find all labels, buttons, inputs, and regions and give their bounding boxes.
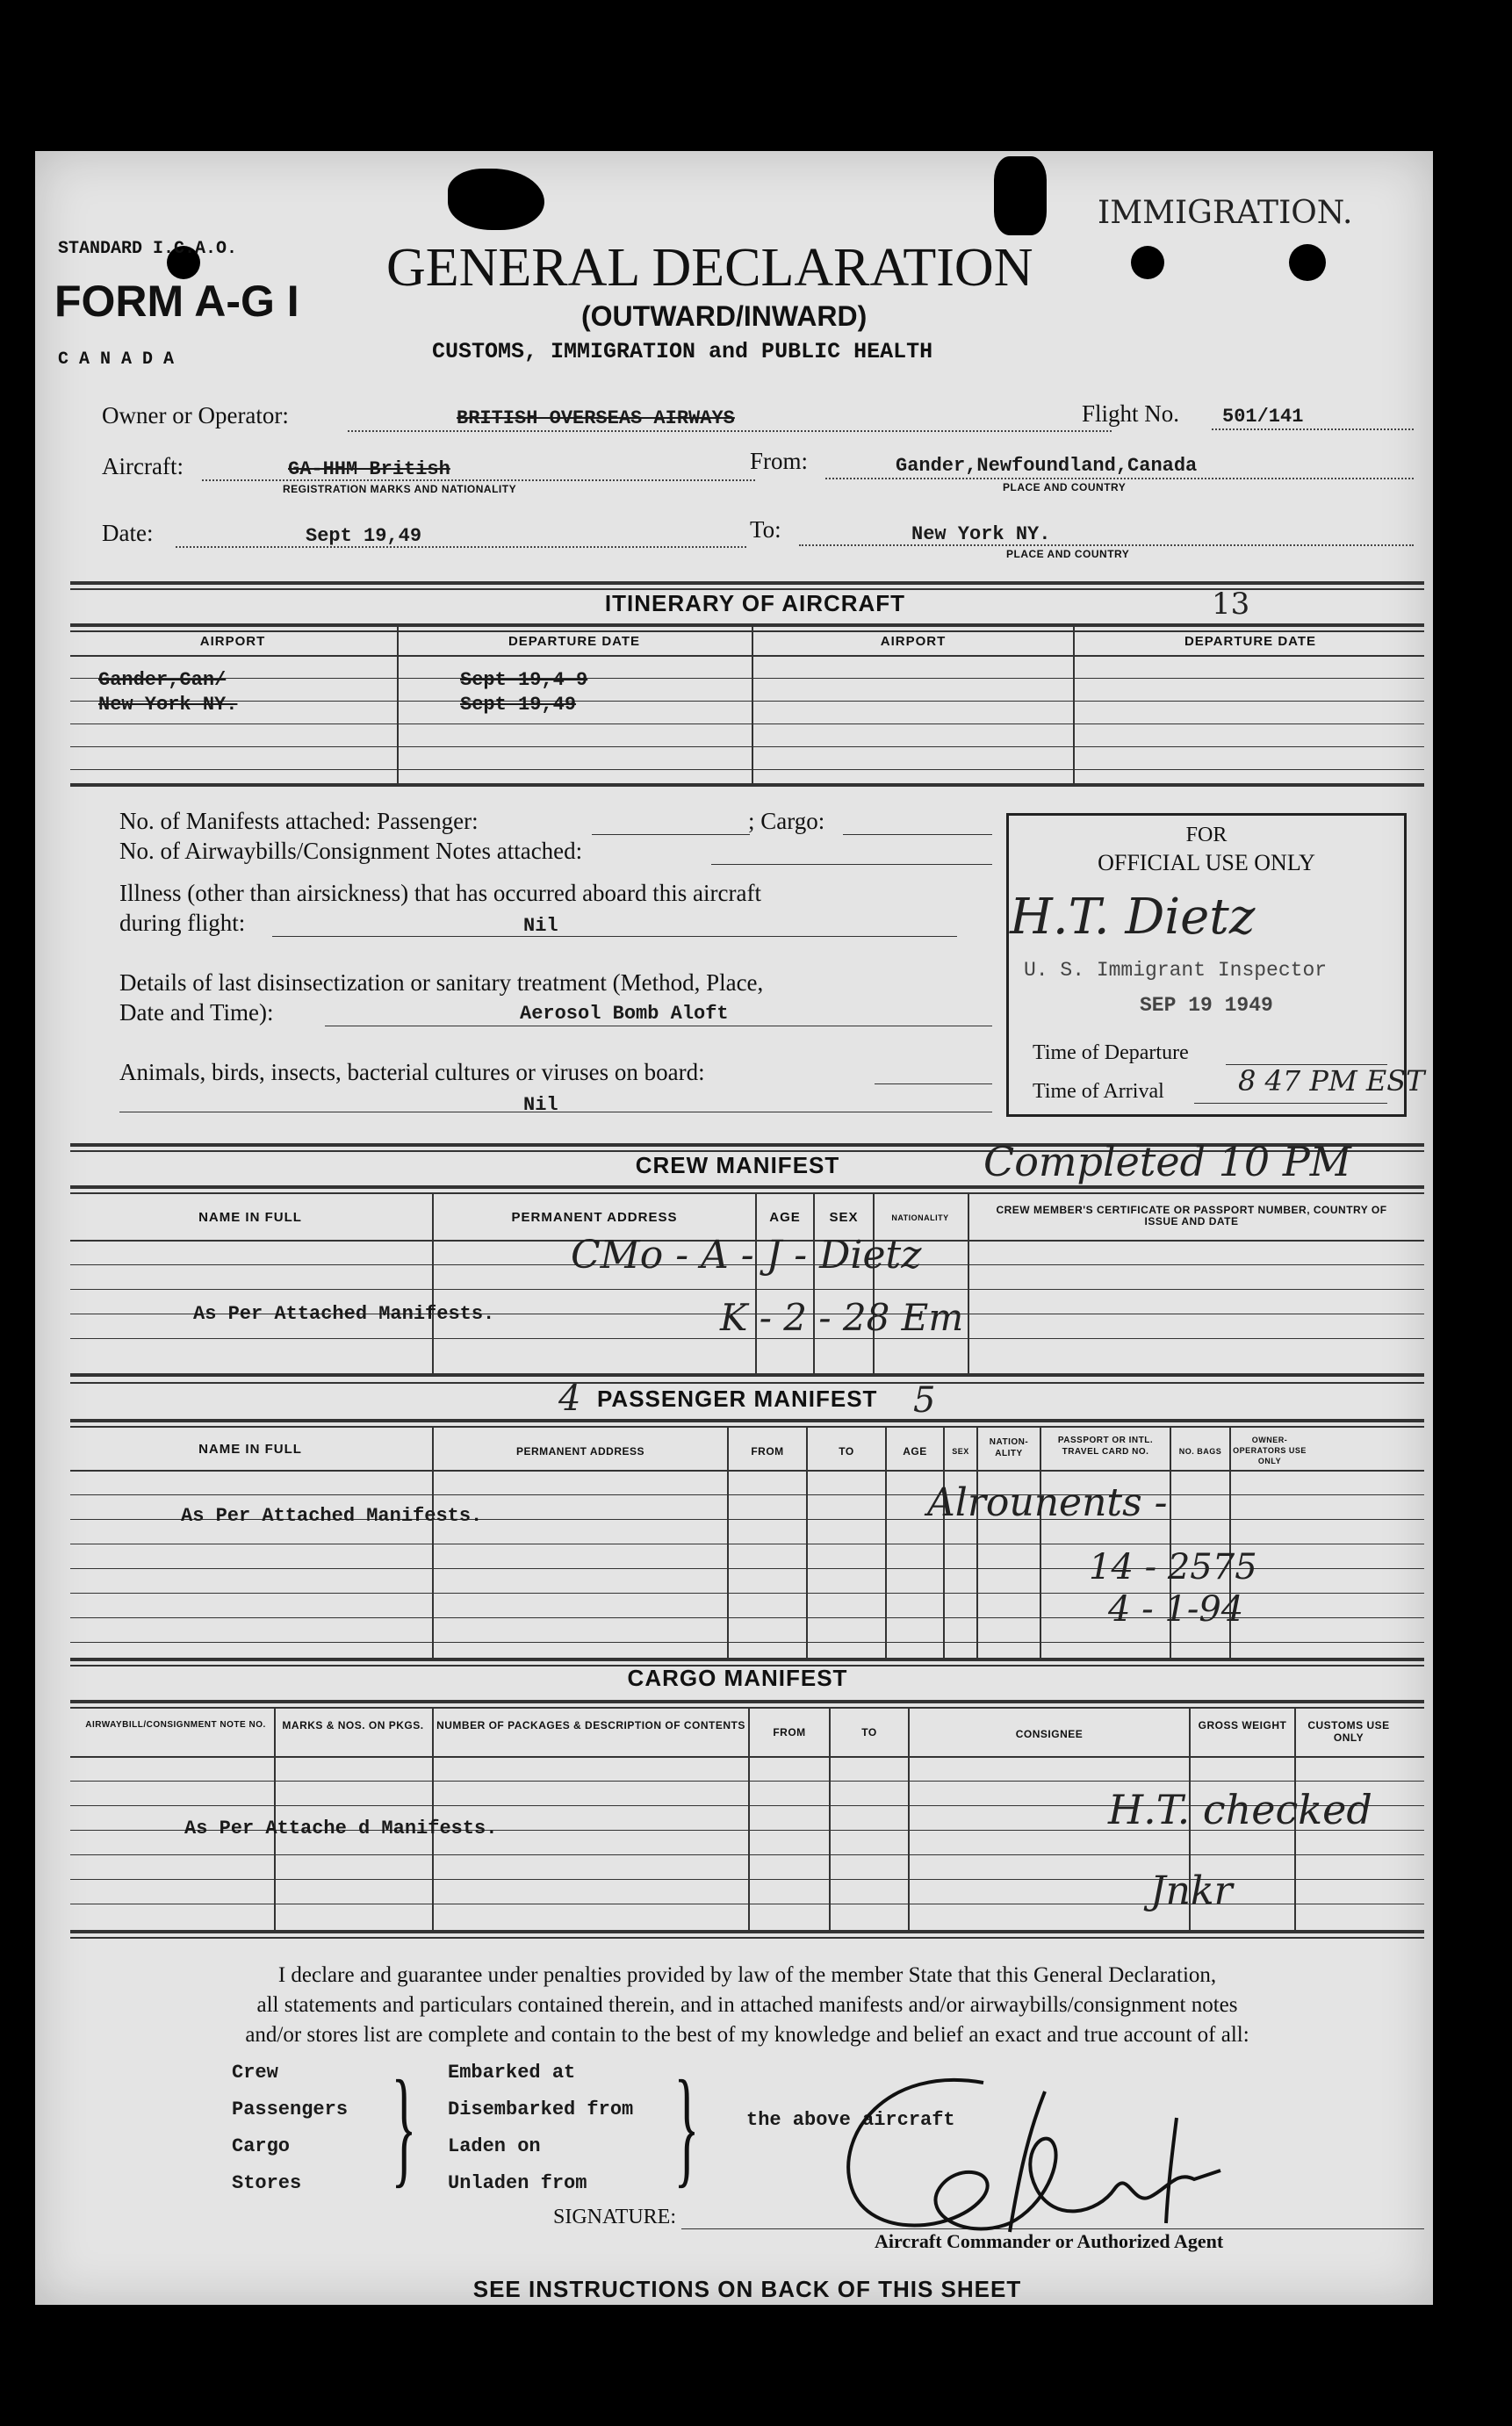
list-cargo: Cargo [232, 2135, 291, 2157]
to-value: New York NY. [911, 523, 1051, 545]
animals-label: Animals, birds, insects, bacterial cultures or viruses on board: [119, 1059, 705, 1085]
declaration-form [35, 151, 1433, 2305]
crew-hand-note-1: CMo - A - J - Dietz [571, 1233, 922, 1278]
signature-label: SIGNATURE: [553, 2206, 677, 2228]
itinerary-date-1: Sept 19,4 9 [460, 669, 588, 691]
form-title: GENERAL DECLARATION [386, 238, 1033, 298]
passenger-title: PASSENGER MANIFEST [597, 1386, 878, 1412]
cargo-hand-note-2: Jnkr [1150, 1868, 1233, 1913]
passenger-header-passport: PASSPORT OR INTL. TRAVEL CARD NO. [1057, 1436, 1154, 1457]
owner-label: Owner or Operator: [102, 402, 289, 428]
itinerary-header-airport-2: AIRPORT [880, 634, 947, 649]
punch-hole [1131, 246, 1164, 279]
aircraft-value: GA-HHM British [288, 458, 450, 480]
date-label: Date: [102, 520, 154, 546]
passenger-header-to: TO [839, 1445, 854, 1458]
signer-caption: Aircraft Commander or Authorized Agent [875, 2230, 1224, 2252]
cargo-header-airwaybill: AIRWAYBILL/CONSIGNMENT NOTE NO. [85, 1720, 266, 1730]
to-label: To: [750, 516, 781, 543]
list-crew: Crew [232, 2062, 278, 2084]
cargo-header-marks: MARKS & NOS. ON PKGS. [282, 1719, 424, 1731]
itinerary-note: 13 [1212, 587, 1250, 622]
aircraft-label: Aircraft: [102, 453, 184, 479]
list-laden: Laden on [448, 2135, 541, 2157]
owner-value: BRITISH OVERSEAS AIRWAYS [457, 407, 735, 429]
official-title-2: OFFICIAL USE ONLY [1098, 850, 1315, 875]
illness-label-2: during flight: [119, 910, 246, 936]
cargo-title: CARGO MANIFEST [627, 1665, 848, 1691]
crew-hand-note-2: K - 2 - 28 Em [720, 1296, 964, 1339]
cargo-header-to: TO [861, 1726, 877, 1739]
form-subtitle: (OUTWARD/INWARD) [581, 300, 868, 332]
inspector-signature: H.T. Dietz [1010, 889, 1256, 946]
departure-time-label: Time of Departure [1033, 1041, 1189, 1064]
disinsect-value: Aerosol Bomb Aloft [520, 1003, 729, 1025]
passenger-header-address: PERMANENT ADDRESS [515, 1445, 645, 1458]
arrival-time-value: 8 47 PM EST [1238, 1064, 1425, 1098]
passenger-hand-note-2: 14 - 2575 [1089, 1547, 1257, 1587]
disinsect-label-2: Date and Time): [119, 999, 274, 1026]
official-title-1: FOR [1185, 824, 1228, 846]
itinerary-airport-2: New York NY. [98, 694, 238, 716]
list-stores: Stores [232, 2172, 302, 2194]
itinerary-airport-1: Gander,Can/ [98, 669, 227, 691]
cargo-header-consignee: CONSIGNEE [1015, 1728, 1084, 1740]
aircraft-text: the above aircraft [746, 2109, 955, 2131]
list-embarked: Embarked at [448, 2062, 576, 2084]
passenger-header-owner: OWNER-OPERATORS USE ONLY [1233, 1436, 1307, 1465]
cargo-hand-note-1: H.T. checked [1108, 1786, 1372, 1833]
itinerary-header-date-2: DEPARTURE DATE [1184, 634, 1317, 649]
animals-value: Nil [523, 1094, 558, 1116]
airwaybills-label: No. of Airwaybills/Consignment Notes attached: [119, 838, 583, 864]
tear-mark [448, 169, 544, 230]
passenger-header-name: NAME IN FULL [198, 1442, 302, 1457]
stamp-date: SEP 19 1949 [1140, 994, 1273, 1017]
passenger-header-age: AGE [903, 1445, 927, 1458]
commander-signature [781, 2065, 1273, 2250]
list-passengers: Passengers [232, 2098, 349, 2120]
inspector-stamp: U. S. Immigrant Inspector [1024, 959, 1328, 982]
crew-header-sex: SEX [829, 1210, 859, 1225]
crew-row-value: As Per Attached Manifests. [193, 1303, 495, 1325]
crew-title: CREW MANIFEST [635, 1152, 840, 1178]
itinerary-header-date: DEPARTURE DATE [508, 634, 641, 649]
declaration-statement-1: I declare and guarantee under penalties provided by law of the member State that this General Declaration, [277, 1963, 1217, 1987]
cargo-header-packages: NUMBER OF PACKAGES & DESCRIPTION OF CONTENTS [436, 1719, 745, 1731]
declaration-statement-2: all statements and particulars contained therein, and in attached manifests and/or airwaybills/consignment notes [256, 1993, 1238, 2017]
cargo-manifests-label: ; Cargo: [748, 808, 825, 834]
crew-header-name: NAME IN FULL [198, 1210, 302, 1225]
flight-label: Flight No. [1082, 400, 1180, 427]
tear-mark [994, 156, 1047, 235]
country-label: C A N A D A [58, 349, 175, 370]
crew-completed-note: Completed 10 PM [983, 1138, 1351, 1185]
cargo-header-from: FROM [773, 1726, 806, 1739]
cargo-row-value: As Per Attache d Manifests. [184, 1818, 498, 1839]
handwritten-immigration: IMMIGRATION. [1098, 195, 1353, 231]
crew-header-age: AGE [769, 1210, 801, 1225]
illness-value: Nil [523, 915, 558, 937]
itinerary-date-2: Sept 19,49 [460, 694, 577, 716]
passenger-header-from: FROM [751, 1445, 784, 1458]
bracket-2: } [673, 2054, 700, 2199]
passenger-pre-note: 4 [558, 1379, 581, 1419]
from-label: From: [750, 448, 809, 474]
from-caption: PLACE AND COUNTRY [1003, 481, 1127, 493]
cargo-header-customs: CUSTOMS USE ONLY [1307, 1719, 1390, 1744]
aircraft-caption: REGISTRATION MARKS AND NATIONALITY [283, 483, 517, 495]
declaration-statement-3: and/or stores list are complete and contain to the best of my knowledge and belief an exact and true account of all: [245, 2023, 1249, 2047]
list-disembarked: Disembarked from [448, 2098, 634, 2120]
crew-header-certificate: CREW MEMBER'S CERTIFICATE OR PASSPORT NUMBER, COUNTRY OF ISSUE AND DATE [996, 1204, 1387, 1227]
standard-label: STANDARD I.C.A.O. [58, 239, 238, 259]
illness-label: Illness (other than airsickness) that has occurred aboard this aircraft [119, 880, 761, 906]
form-subtitle-2: CUSTOMS, IMMIGRATION and PUBLIC HEALTH [432, 339, 933, 364]
list-unladen: Unladen from [448, 2172, 587, 2194]
disinsect-label: Details of last disinsectization or sanitary treatment (Method, Place, [119, 969, 764, 996]
passenger-row-value: As Per Attached Manifests. [181, 1505, 483, 1527]
passenger-hand-note-1: Alrounents - [927, 1480, 1168, 1525]
passenger-hand-note-3: 4 - 1-94 [1108, 1589, 1244, 1630]
crew-header-address: PERMANENT ADDRESS [511, 1210, 678, 1225]
date-value: Sept 19,49 [306, 525, 422, 547]
passenger-header-sex: SEX [952, 1447, 969, 1456]
to-caption: PLACE AND COUNTRY [1006, 548, 1130, 560]
form-number: FORM A-G I [54, 277, 299, 326]
passenger-post-note: 5 [913, 1380, 936, 1421]
flight-value: 501/141 [1222, 406, 1304, 428]
arrival-time-label: Time of Arrival [1033, 1080, 1164, 1103]
itinerary-title: ITINERARY OF AIRCRAFT [604, 590, 906, 616]
manifests-label: No. of Manifests attached: Passenger: [119, 808, 479, 834]
passenger-header-bags: NO. BAGS [1178, 1447, 1222, 1456]
cargo-header-weight: GROSS WEIGHT [1198, 1719, 1287, 1731]
crew-header-nationality: NATIONALITY [891, 1213, 949, 1222]
passenger-header-nationality: NATION-ALITY [989, 1437, 1029, 1458]
itinerary-header-airport: AIRPORT [199, 634, 266, 649]
bracket-1: } [391, 2054, 417, 2199]
from-value: Gander,Newfoundland,Canada [896, 455, 1198, 477]
punch-hole [1289, 244, 1326, 281]
instructions-note: SEE INSTRUCTIONS ON BACK OF THIS SHEET [472, 2276, 1022, 2302]
